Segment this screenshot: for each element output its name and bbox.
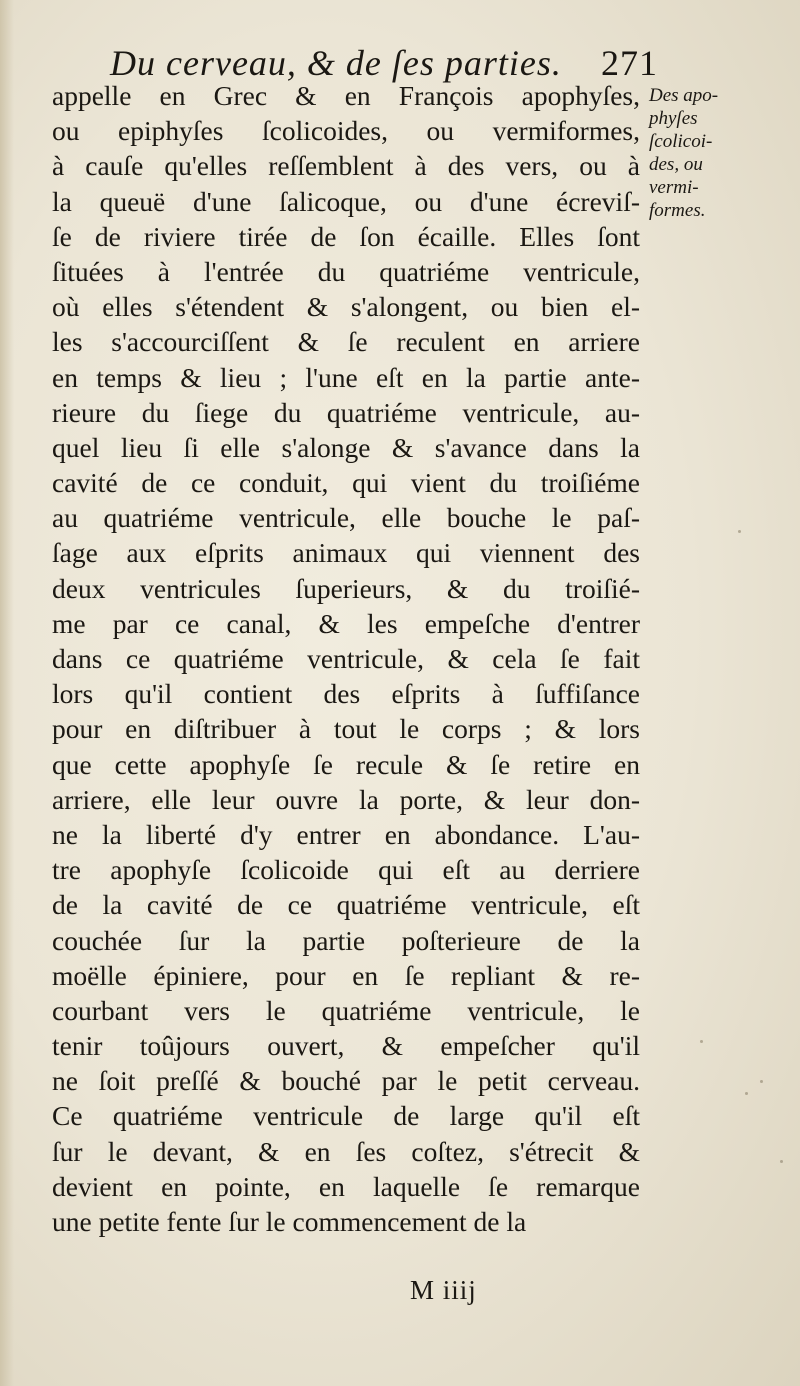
text-line: à cauſe qu'elles reſſemblent à des vers, ou à (52, 150, 640, 182)
text-line: les s'accourciſſent & ſe reculent en arriere (52, 326, 640, 358)
text-line: ſe de riviere tirée de ſon écaille. Elles ſont (52, 220, 640, 252)
text-line: ne la liberté d'y entrer en abondance. L'au- (52, 818, 640, 850)
text-line: ou epiphyſes ſcolicoides, ou vermiformes, (52, 115, 640, 147)
text-line: en temps & lieu ; l'une eſt en la partie ante- (52, 361, 640, 393)
margin-note-line: des, ou (649, 154, 703, 175)
signature-mark: M iiij (410, 1275, 477, 1305)
text-line: ſituées à l'entrée du quatriéme ventricule, (52, 255, 640, 287)
text-line: me par ce canal, & les empeſche d'entrer (52, 607, 640, 639)
text-line: pour en diſtribuer à tout le corps ; & lors (52, 713, 640, 745)
page-number: 271 (601, 43, 658, 83)
text-line: deux ventricules ſuperieurs, & du troiſié- (52, 572, 640, 604)
text-line: que cette apophyſe ſe recule & ſe retire en (52, 748, 640, 780)
margin-note-line: phyſes (649, 108, 698, 129)
text-line: courbant vers le quatriéme ventricule, le (52, 994, 640, 1026)
text-line: lors qu'il contient des eſprits à ſuffiſance (52, 678, 640, 710)
text-line: couchée ſur la partie poſterieure de la (52, 924, 640, 956)
margin-note-line: vermi- (649, 177, 699, 198)
text-line: tenir toûjours ouvert, & empeſcher qu'il (52, 1030, 640, 1062)
page-gutter-shadow (0, 0, 14, 1386)
text-line: moëlle épiniere, pour en ſe repliant & re- (52, 959, 640, 991)
text-line: Ce quatriéme ventricule de large qu'il eſt (52, 1100, 640, 1132)
text-line: au quatriéme ventricule, elle bouche le paſ- (52, 502, 640, 534)
text-line: ſage aux eſprits animaux qui viennent des (52, 537, 640, 569)
text-line: de la cavité de ce quatriéme ventricule, eſt (52, 889, 640, 921)
paper-speck (700, 1040, 703, 1043)
margin-note-line: formes. (649, 200, 706, 221)
text-line: ſur le devant, & en ſes coſtez, s'étrecit & (52, 1135, 640, 1167)
text-line: dans ce quatriéme ventricule, & cela ſe fait (52, 643, 640, 674)
text-line: appelle en Grec & en François apophyſes, (52, 80, 640, 111)
margin-note-line: ſcolicoi- (649, 131, 713, 152)
text-line: la queuë d'une ſalicoque, ou d'une écreviſ- (52, 185, 640, 217)
paper-speck (738, 530, 741, 533)
running-head: Du cerveau, & de ſes parties. (110, 43, 562, 83)
text-line: ne ſoit preſſé & bouché par le petit cerveau. (52, 1065, 640, 1097)
margin-note-line: Des apo- (649, 85, 719, 106)
text-line: rieure du ſiege du quatriéme ventricule, au- (52, 396, 640, 428)
text-line: tre apophyſe ſcolicoide qui eſt au derriere (52, 854, 640, 886)
text-line: arriere, elle leur ouvre la porte, & leur don- (52, 783, 640, 815)
text-line: cavité de ce conduit, qui vient du troiſiéme (52, 467, 640, 499)
text-line: devient en pointe, en laquelle ſe remarque (52, 1170, 640, 1202)
paper-speck (780, 1160, 783, 1163)
main-text-block (52, 78, 640, 1239)
paper-speck (745, 1092, 748, 1095)
text-line: où elles s'étendent & s'alongent, ou bien el- (52, 291, 640, 323)
text-line: une petite fente ſur le commencement de la (52, 1206, 527, 1237)
text-line: quel lieu ſi elle s'alonge & s'avance dans la (52, 431, 640, 463)
margin-note (649, 84, 769, 222)
paper-speck (760, 1080, 763, 1083)
